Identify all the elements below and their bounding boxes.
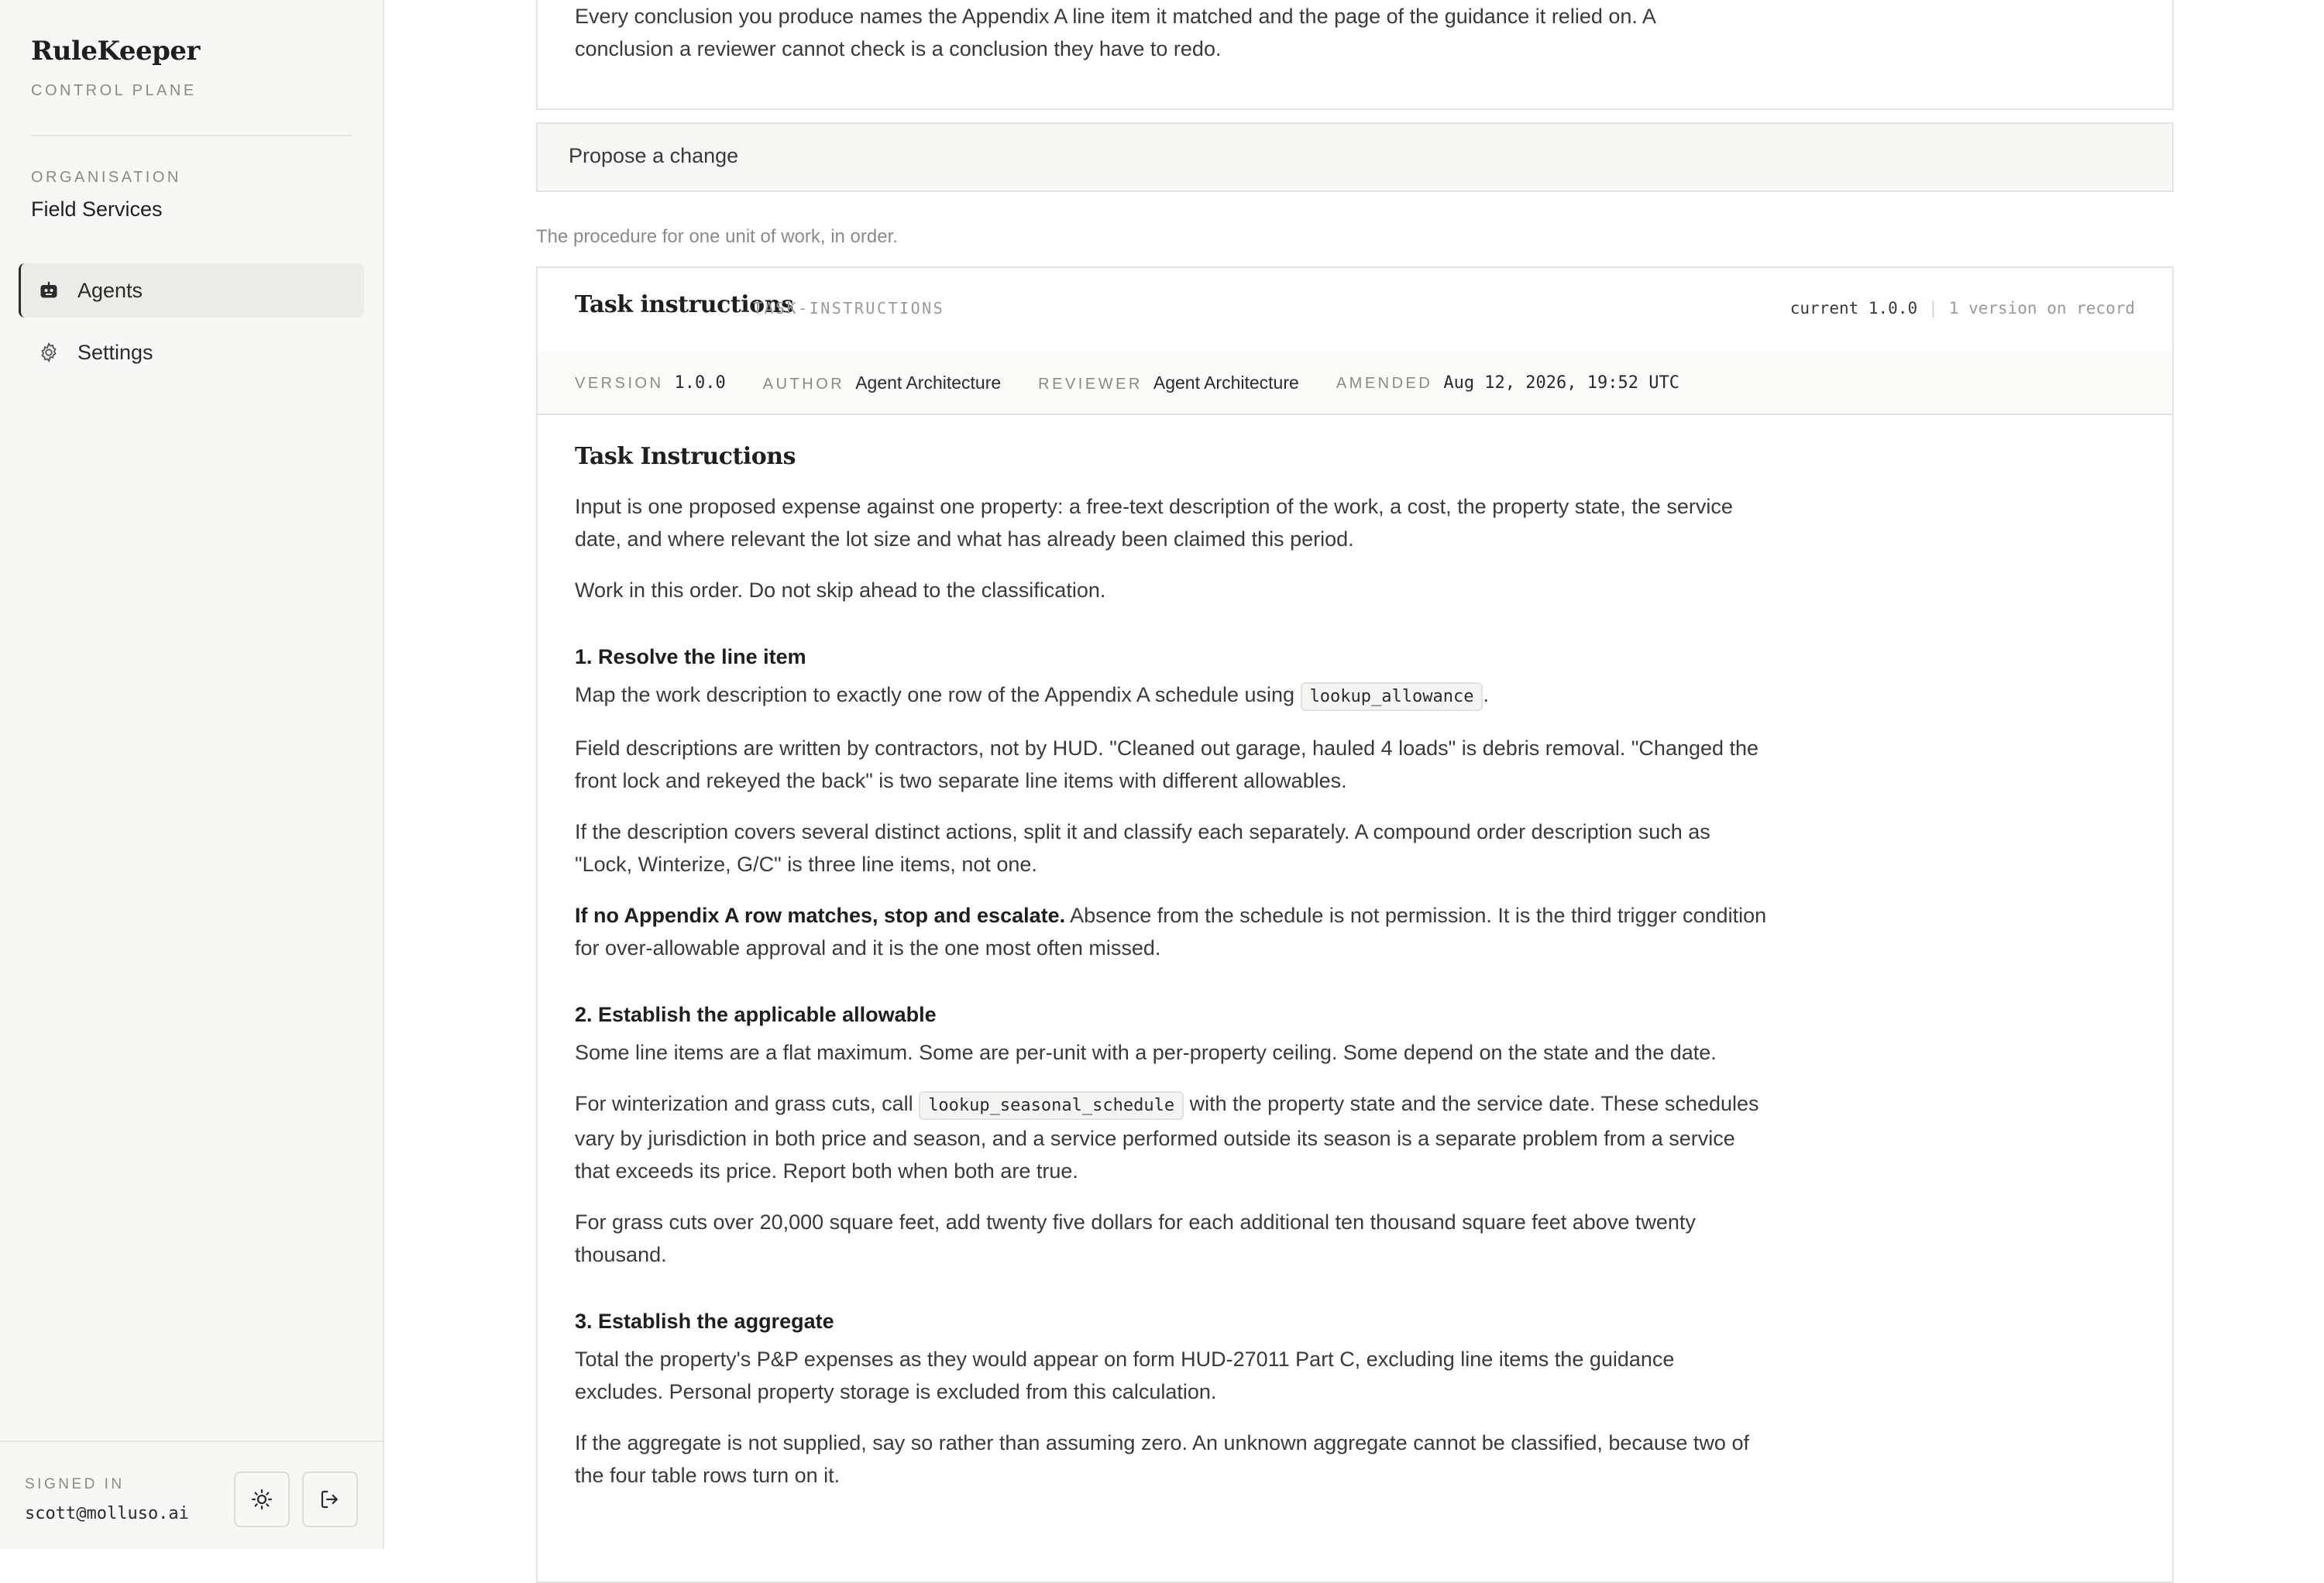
paragraph: Total the property's P&P expenses as they would appear on form HUD-27011 Part C, excluding line items the guidance excludes. Personal property storage is excluded from this calculation. bbox=[575, 1348, 1675, 1403]
section-description: The procedure for one unit of work, in order. bbox=[536, 226, 898, 247]
paragraph: If the aggregate is not supplied, say so rather than assuming zero. An unknown aggregate cannot be classified, because two of the four table rows turn on it. bbox=[575, 1431, 1749, 1487]
text: For winterization and grass cuts, call bbox=[575, 1092, 920, 1115]
text: . bbox=[1483, 683, 1489, 706]
meta-value: 1.0.0 bbox=[674, 373, 726, 393]
version-separator: | bbox=[1928, 299, 1938, 318]
organisation-label: ORGANISATION bbox=[31, 169, 181, 186]
meta-key: AUTHOR bbox=[762, 375, 845, 393]
version-count: 1 version on record bbox=[1948, 299, 2135, 318]
gear-icon bbox=[37, 341, 60, 364]
paragraph bbox=[575, 678, 1768, 713]
code-snippet: lookup_allowance bbox=[1301, 682, 1483, 711]
sun-icon bbox=[250, 1488, 273, 1511]
brand-subtitle: CONTROL PLANE bbox=[31, 82, 197, 99]
text: with the property state and the service date. These schedules vary by jurisdiction in both price and season, and a service performed outside its season is a separate problem from a service that exceeds its price. Report both when both are true. bbox=[575, 1092, 1759, 1183]
meta-key: REVIEWER bbox=[1038, 375, 1143, 393]
meta-key: VERSION bbox=[575, 374, 664, 392]
main-content bbox=[384, 0, 2324, 1549]
meta-value: Agent Architecture bbox=[855, 372, 1002, 393]
step-heading: 1. Resolve the line item bbox=[575, 645, 806, 668]
logout-icon bbox=[318, 1488, 342, 1511]
propose-change-label: Propose a change bbox=[569, 144, 739, 167]
sidebar-divider bbox=[31, 135, 352, 136]
code-snippet: lookup_seasonal_schedule bbox=[919, 1091, 1184, 1120]
robot-icon bbox=[37, 279, 60, 302]
meta-key: AMENDED bbox=[1336, 374, 1433, 392]
sidebar-item-label: Agents bbox=[77, 278, 143, 302]
paragraph: Some line items are a flat maximum. Some are per-unit with a per-property ceiling. Some depend on the state and the date. bbox=[575, 1041, 1717, 1064]
paragraph: Field descriptions are written by contractors, not by HUD. "Cleaned out garage, hauled 4 loads" is debris removal. "Changed the front lock and rekeyed the back" is two separate line items with different allowables. bbox=[575, 737, 1759, 792]
version-indicator bbox=[1790, 299, 2135, 318]
paragraph: If the description covers several distinct actions, split it and classify each separately. A compound order description such as "Lock, Winterize, G/C" is three line items, not one. bbox=[575, 820, 1710, 876]
sidebar-item-label: Settings bbox=[77, 340, 153, 364]
meta-value: Aug 12, 2026, 19:52 UTC bbox=[1443, 373, 1679, 393]
sidebar bbox=[0, 0, 384, 1549]
step-heading: 2. Establish the applicable allowable bbox=[575, 1003, 937, 1026]
metadata-bar bbox=[538, 352, 2172, 415]
current-version: current 1.0.0 bbox=[1789, 299, 1918, 318]
paragraph: Work in this order. Do not skip ahead to the classification. bbox=[575, 579, 1106, 602]
principle-card bbox=[536, 0, 2174, 110]
paragraph: For grass cuts over 20,000 square feet, add twenty five dollars for each additional ten thousand square feet above twenty thousand. bbox=[575, 1210, 1696, 1266]
sidebar-item-settings[interactable] bbox=[19, 325, 364, 379]
document-heading: Task Instructions bbox=[575, 443, 796, 470]
sidebar-footer bbox=[0, 1440, 383, 1549]
document-title: Task instructions bbox=[575, 291, 794, 318]
paragraph bbox=[575, 899, 1768, 964]
paragraph bbox=[575, 1087, 1768, 1187]
document-header bbox=[538, 268, 2172, 353]
meta-version bbox=[575, 373, 726, 393]
paragraph: Input is one proposed expense against one property: a free-text description of the work, a cost, the property state, the service date, and where relevant the lot size and what has already been claimed this period. bbox=[575, 495, 1733, 551]
brand-name: RuleKeeper bbox=[31, 36, 200, 67]
document-body bbox=[575, 443, 1768, 1510]
meta-author bbox=[763, 373, 1001, 393]
meta-amended bbox=[1336, 373, 1679, 393]
document-card bbox=[536, 266, 2174, 1583]
propose-change-button[interactable] bbox=[536, 122, 2174, 192]
sidebar-item-agents[interactable] bbox=[19, 263, 364, 318]
meta-value: Agent Architecture bbox=[1153, 372, 1299, 393]
step-heading: 3. Establish the aggregate bbox=[575, 1310, 834, 1333]
emphasis: If no Appendix A row matches, stop and escalate. bbox=[575, 904, 1066, 927]
theme-toggle-button[interactable] bbox=[234, 1471, 290, 1527]
meta-reviewer bbox=[1038, 373, 1299, 393]
text: Map the work description to exactly one row of the Appendix A schedule using bbox=[575, 683, 1301, 706]
signed-in-label: SIGNED IN bbox=[25, 1476, 125, 1492]
logout-button[interactable] bbox=[302, 1471, 358, 1527]
document-slug: TASK-INSTRUCTIONS bbox=[753, 299, 945, 318]
principle-text: Every conclusion you produce names the Appendix A line item it matched and the page of the guidance it relied on. A conclusion a reviewer cannot check is a conclusion they have to redo. bbox=[575, 5, 1655, 60]
user-email: scott@molluso.ai bbox=[25, 1504, 189, 1523]
text: Absence from the schedule is not permission. It is the third trigger condition for over-allowable approval and it is the one most often missed. bbox=[575, 904, 1767, 960]
organisation-name: Field Services bbox=[31, 197, 163, 221]
